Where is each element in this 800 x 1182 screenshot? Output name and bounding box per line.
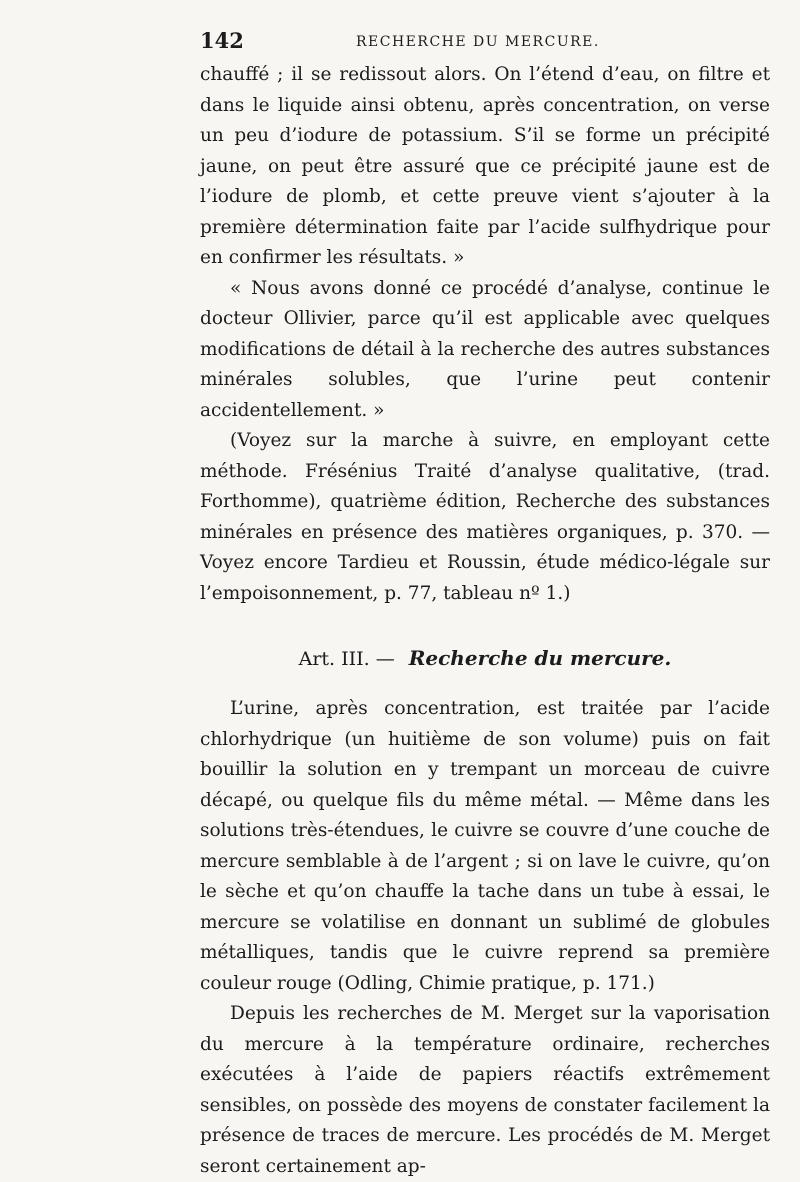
paragraph-merget: Depuis les recherches de M. Merget sur la vaporisation du mercure à la température ordinaire, recherches exécutées à l’aide de papiers réactifs extrêmement sensibles, on possède des moyens de constater facilement la présence de traces de mercure. Les procédés de M. Merget seront certainement ap- [200,1003,770,1177]
page-number: 142 [200,28,244,53]
paragraph-reference: (Voyez sur la marche à suivre, en employant cette méthode. Frésénius Traité d’analyse qualitative, (trad. Forthomme), quatrième édition, Recherche des substances minérales en présence des matières organiques, p. 370. — Voyez encore Tardieu et Roussin, étude médico-légale sur l’empoisonnement, p. 77, tableau nº 1.) [200,430,770,604]
section-heading [200,643,770,674]
paragraph-method: L’urine, après concentration, est traitée par l’acide chlorhydrique (un huitième de son volume) puis on fait bouillir la solution en y trempant un morceau de cuivre décapé, ou quelque fils du même métal. — Même dans les solutions très-étendues, le cuivre se couvre d’une couche de mercure semblable à de l’argent ; si on lave le cuivre, qu’on le sèche et qu’on chauffe la tache dans un tube à essai, le mercure se volatilise en donnant un sublimé de globules métalliques, tandis que le cuivre reprend sa première couleur rouge (Odling, Chimie pratique, p. 171.) [200,698,770,994]
paragraph-continued: chauffé ; il se redissout alors. On l’étend d’eau, on filtre et dans le liquide ainsi obtenu, après concentration, on verse un peu d’iodure de potassium. S’il se forme un précipité jaune, on peut être assuré que ce précipité jaune est de l’iodure de plomb, et cette preuve vient s’ajouter à la première détermination faite par l’acide sulfhydrique pour en confirmer les résultats. » [200,64,770,268]
section-title: Recherche du mercure. [408,646,672,670]
page-header [200,28,770,60]
running-head: RECHERCHE DU MERCURE. [356,34,600,50]
page-body [200,60,770,1182]
paragraph-quote: « Nous avons donné ce procédé d’analyse, continue le docteur Ollivier, parce qu’il est applicable avec quelques modifications de détail à la recherche des autres substances minérales solubles, que l’urine peut contenir accidentellement. » [200,277,770,421]
section-number: Art. III. — [298,648,395,670]
